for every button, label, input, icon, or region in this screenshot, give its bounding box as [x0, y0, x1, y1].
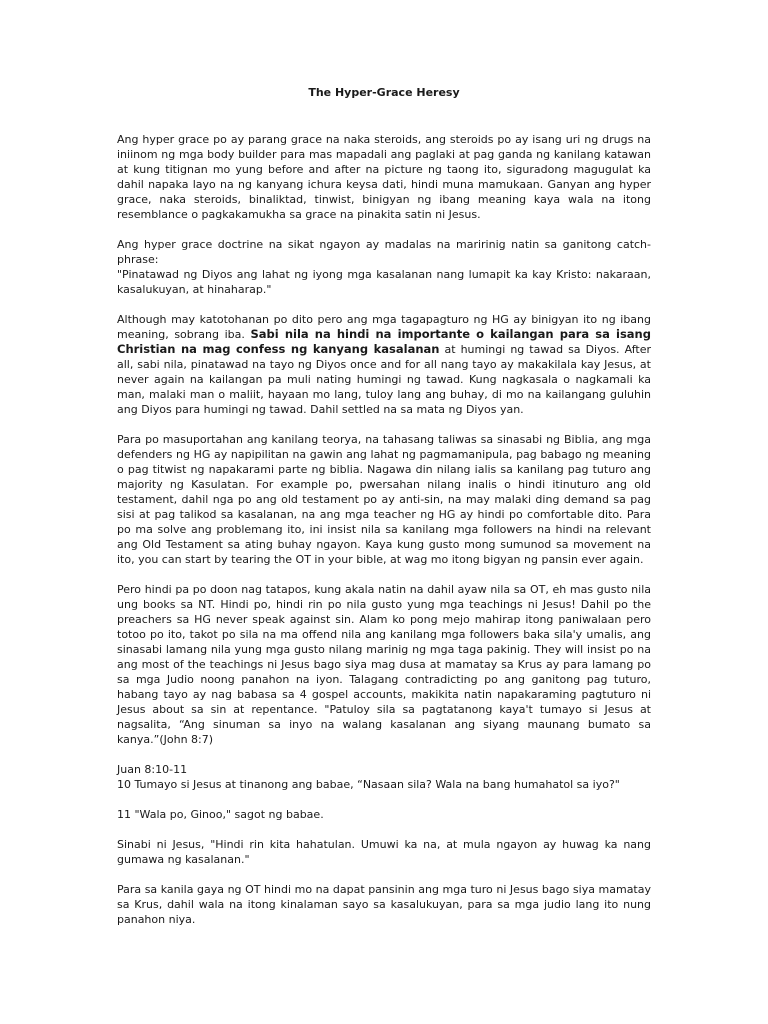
- paragraph-2: [117, 237, 651, 297]
- paragraph-1: Ang hyper grace po ay parang grace na naka steroids, ang steroids po ay isang uri ng drugs na iniinom ng mga body builder para mas mapadali ang paglaki at pag ganda ng kanilang katawan at kung titignan mo yung before and after na picture ng taong ito, siguradong magugulat ka dahil napaka layo na ng kanyang ichura keysa dati, hindi muna mamukaan. Ganyan ang hyper grace, naka steroids, binaliktad, tinwist, binigyan ng ibang meaning kaya wala na itong resemblance o pagkakamukha sa grace na pinakita satin ni Jesus.: [117, 133, 651, 221]
- paragraph-2-line-1: Ang hyper grace doctrine na sikat ngayon ay madalas na maririnig natin sa ganitong catch-phrase:: [117, 238, 651, 266]
- paragraph-5: Pero hindi pa po doon nag tatapos, kung akala natin na dahil ayaw nila sa OT, eh mas gusto nila ung books sa NT. Hindi po, hindi rin po nila gusto yung mga teachings ni Jesus! Dahil po the preachers sa HG never speak against sin. Alam ko pong mejo mahirap itong paniwalaan pero totoo po ito, takot po sila na ma offend nila ang kanilang mga followers baka sila'y umalis, ang sinasabi lamang nila yung mga gusto nilang marinig ng mga taga pakinig. They will insist po na ang most of the teachings ni Jesus bago siya mag dusa at mamatay sa Krus ay para lamang po sa mga Judio noong panahon na iyon. Talagang contradicting po ang ganitong pag tuturo, habang tayo ay nag babasa sa 4 gospel accounts, makikita natin napakaraming pagtuturo ni Jesus about sa sin at repentance. "Patuloy sila sa pagtatanong kaya't tumayo si Jesus at nagsalita, “Ang sinuman sa inyo na walang kasalanan ang siyang maunang bumato sa kanya.”(John 8:7): [117, 583, 651, 746]
- scripture-verse-10: 10 Tumayo si Jesus at tinanong ang babae, “Nasaan sila? Wala na bang humahatol sa iyo?": [117, 778, 620, 791]
- scripture-reference: Juan 8:10-11: [117, 763, 188, 776]
- paragraph-3-text-end: at humingi ng tawad sa Diyos. After all, sabi nila, pinatawad na tayo ng Diyos once and for all nang tayo ay makakilala kay Jesus, at never again na kailangan pa muli nating humingi ng tawad. Kung nagkasala o nagkamali ka man, malaki man o maliit, hayaan mo lang, tuloy lang ang buhay, di mo na kailangang guluhin ang Diyos para humingi ng tawad. Dahil settled na sa mata ng Diyos yan.: [117, 343, 651, 416]
- paragraph-2-quote: "Pinatawad ng Diyos ang lahat ng iyong mga kasalanan nang lumapit ka kay Kristo: nakaraan, kasalukuyan, at hinaharap.": [117, 268, 651, 296]
- document-title: The Hyper-Grace Heresy: [308, 86, 460, 99]
- paragraph-3-text-start: Although may katotohanan po dito pero ang mga tagapagturo ng HG ay binigyan ito ng ibang meaning, sobrang iba.: [117, 313, 651, 341]
- paragraph-3: [117, 312, 651, 417]
- paragraph-8: Sinabi ni Jesus, "Hindi rin kita hahatulan. Umuwi ka na, at mula ngayon ay huwag ka nang gumawa ng kasalanan.": [117, 838, 651, 866]
- paragraph-4: Para po masuportahan ang kanilang teorya, na tahasang taliwas sa sinasabi ng Biblia, ang mga defenders ng HG ay napipilitan na gawin ang lahat ng pagmamanipula, pag babago ng meaning o pag titwist ng napakarami parte ng biblia. Nagawa din nilang ialis sa kanilang pag tuturo ang majority ng Kasulatan. For example po, pwersahan nilang inalis o hindi itinuturo ang old testament, dahil nga po ang old testament po ay anti-sin, na may malaki ding demand sa pag sisi at pag talikod sa kasalanan, na ang mga teacher ng HG ay hindi po comfortable dito. Para po ma solve ang problemang ito, ini insist nila sa kanilang mga followers na hindi na relevant ang Old Testament sa ating buhay ngayon. Kaya kung gusto mong sumunod sa movement na ito, you can start by tearing the OT in your bible, at wag mo itong bigyan ng pansin ever again.: [117, 433, 651, 566]
- paragraph-3-bold-text: Sabi nila na hindi na importante o kailangan para sa isang Christian na mag confess ng kanyang kasalanan: [117, 327, 651, 356]
- paragraph-9: Para sa kanila gaya ng OT hindi mo na dapat pansinin ang mga turo ni Jesus bago siya mamatay sa Krus, dahil wala na itong kinalaman sayo sa kasalukuyan, para sa mga judio lang ito nung panahon niya.: [117, 883, 651, 926]
- paragraph-6: [117, 762, 651, 792]
- scripture-verse-11: 11 "Wala po, Ginoo," sagot ng babae.: [117, 808, 324, 821]
